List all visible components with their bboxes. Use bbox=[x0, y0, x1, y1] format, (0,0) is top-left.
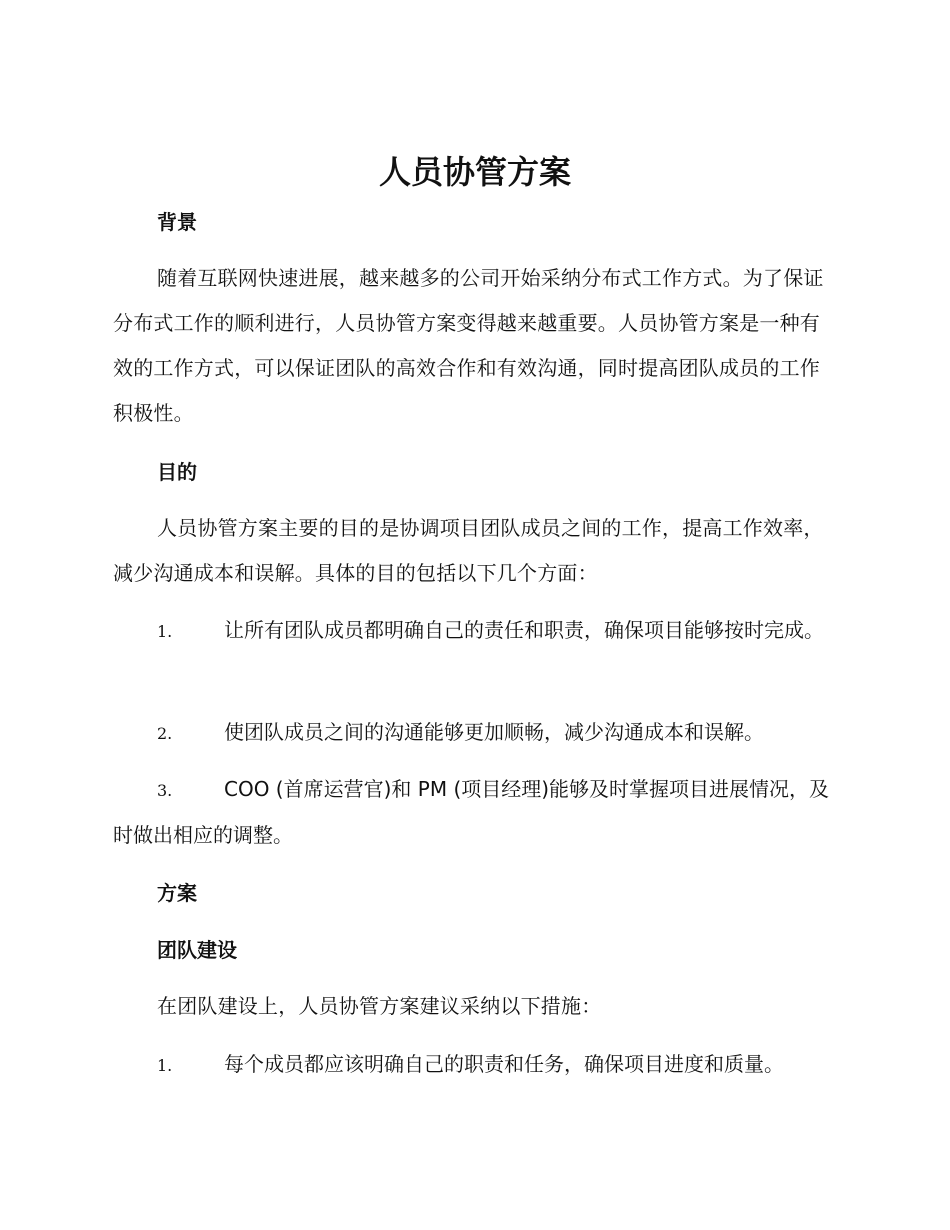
section-heading-plan: 方案 bbox=[157, 881, 197, 905]
list-item-text: 让所有团队成员都明确自己的责任和职责，确保项目能够按时完成。 bbox=[224, 618, 824, 642]
section-heading-purpose: 目的 bbox=[157, 460, 197, 484]
list-number: 1. bbox=[157, 622, 173, 641]
list-number: 3. bbox=[157, 781, 173, 800]
section-heading-team-building: 团队建设 bbox=[157, 938, 237, 962]
list-number: 1. bbox=[157, 1056, 173, 1075]
list-item-text: 使团队成员之间的沟通能够更加顺畅，减少沟通成本和误解。 bbox=[224, 720, 764, 744]
purpose-paragraph: 人员协管方案主要的目的是协调项目团队成员之间的工作，提高工作效率，减少沟通成本和误解。具体的目的包括以下几个方面： bbox=[113, 516, 824, 585]
purpose-list-item bbox=[113, 608, 835, 654]
team-building-paragraph: 在团队建设上，人员协管方案建议采纳以下措施： bbox=[157, 994, 602, 1018]
list-number: 2. bbox=[157, 724, 173, 743]
document-title: 人员协管方案 bbox=[378, 153, 571, 191]
section-heading-background: 背景 bbox=[157, 210, 197, 234]
background-paragraph: 随着互联网快速进展，越来越多的公司开始采纳分布式工作方式。为了保证分布式工作的顺利进行，人员协管方案变得越来越重要。人员协管方案是一种有效的工作方式，可以保证团队的高效合作和有效沟通，同时提高团队成员的工作积极性。 bbox=[113, 266, 824, 425]
list-item-text: COO (首席运营官)和 PM (项目经理)能够及时掌握项目进展情况，及时做出相应的调整。 bbox=[113, 777, 830, 847]
purpose-list-item bbox=[113, 710, 835, 756]
list-item-text: 每个成员都应该明确自己的职责和任务，确保项目进度和质量。 bbox=[224, 1052, 784, 1076]
purpose-list-item bbox=[113, 767, 835, 858]
team-building-list-item bbox=[113, 1042, 835, 1088]
